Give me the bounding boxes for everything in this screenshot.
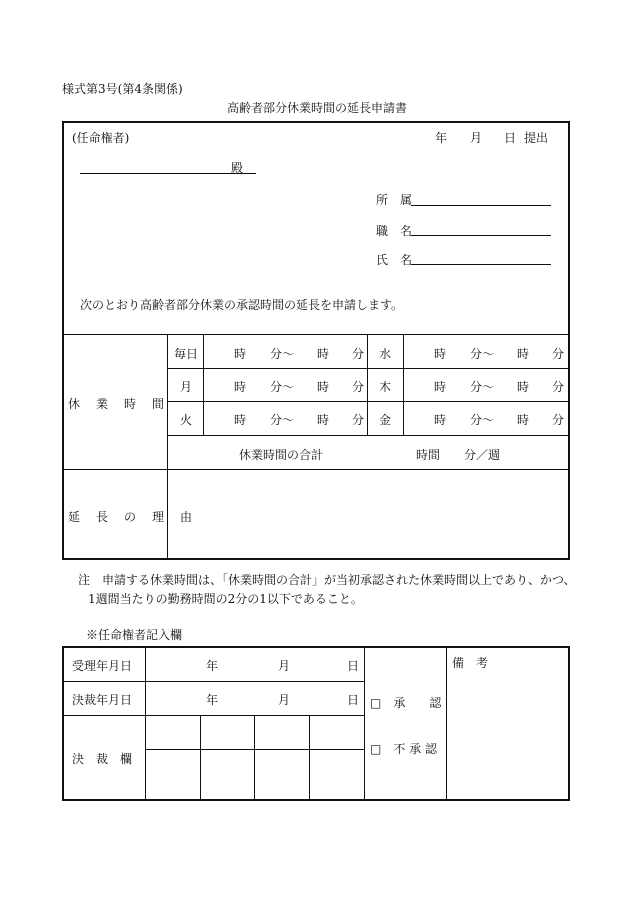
date-month: 月 bbox=[470, 131, 483, 145]
time-hour[interactable]: 時 bbox=[317, 380, 330, 394]
decision-month[interactable]: 月 bbox=[278, 693, 291, 707]
time-min-from[interactable]: 分〜 bbox=[270, 380, 295, 394]
total-per-week[interactable]: 分／週 bbox=[464, 448, 501, 462]
addressee-field[interactable] bbox=[80, 173, 256, 174]
approval-label: 決 裁 欄 bbox=[72, 752, 133, 766]
time-hour[interactable]: 時 bbox=[317, 347, 330, 361]
divider bbox=[167, 334, 168, 559]
position-field[interactable] bbox=[411, 235, 551, 236]
date-year: 年 bbox=[435, 131, 448, 145]
time-hour[interactable]: 時 bbox=[517, 380, 530, 394]
time-min[interactable]: 分 bbox=[352, 347, 365, 361]
time-min-from[interactable]: 分〜 bbox=[270, 413, 295, 427]
form-title: 高齢者部分休業時間の延長申請書 bbox=[227, 101, 408, 115]
time-hour[interactable]: 時 bbox=[517, 413, 530, 427]
appointer-label: (任命権者) bbox=[72, 131, 130, 145]
total-label: 休業時間の合計 bbox=[239, 448, 324, 462]
receipt-date-label: 受理年月日 bbox=[72, 659, 133, 673]
time-min[interactable]: 分 bbox=[352, 413, 365, 427]
time-hour[interactable]: 時 bbox=[434, 380, 447, 394]
time-min[interactable]: 分 bbox=[552, 347, 565, 361]
statement: 次のとおり高齢者部分休業の承認時間の延長を申請します。 bbox=[80, 298, 404, 312]
total-hours[interactable]: 時間 bbox=[416, 448, 441, 462]
appointer-table bbox=[62, 646, 570, 801]
time-hour[interactable]: 時 bbox=[517, 347, 530, 361]
time-min-from[interactable]: 分〜 bbox=[270, 347, 295, 361]
divider bbox=[63, 334, 569, 335]
receipt-month[interactable]: 月 bbox=[278, 659, 291, 673]
day-thu: 木 bbox=[379, 380, 392, 394]
divider bbox=[167, 368, 569, 369]
time-hour[interactable]: 時 bbox=[234, 380, 247, 394]
time-min-from[interactable]: 分〜 bbox=[470, 413, 495, 427]
divider bbox=[167, 401, 569, 402]
remarks-label: 備 考 bbox=[452, 656, 489, 670]
receipt-day[interactable]: 日 bbox=[347, 659, 360, 673]
time-hour[interactable]: 時 bbox=[434, 413, 447, 427]
time-hour[interactable]: 時 bbox=[234, 413, 247, 427]
date-submit: 提出 bbox=[524, 131, 549, 145]
day-mon: 月 bbox=[180, 380, 193, 394]
divider bbox=[446, 647, 447, 800]
time-min[interactable]: 分 bbox=[552, 380, 565, 394]
time-hour[interactable]: 時 bbox=[317, 413, 330, 427]
decision-day[interactable]: 日 bbox=[347, 693, 360, 707]
name-field[interactable] bbox=[411, 264, 551, 265]
divider bbox=[200, 715, 201, 800]
decision-year[interactable]: 年 bbox=[206, 693, 219, 707]
appointer-section-heading: ※任命権者記入欄 bbox=[86, 628, 183, 642]
divider bbox=[309, 715, 310, 800]
date-day: 日 bbox=[504, 131, 517, 145]
reason-label: 延 長 の 理 由 bbox=[68, 510, 195, 524]
day-tue: 火 bbox=[180, 413, 193, 427]
day-everyday: 毎日 bbox=[174, 347, 199, 361]
divider bbox=[167, 435, 569, 436]
disapprove-checkbox[interactable]: □ 不 承 認 bbox=[370, 742, 437, 756]
time-min[interactable]: 分 bbox=[352, 380, 365, 394]
note-line-2: 1週間当たりの勤務時間の2分の1以下であること。 bbox=[88, 592, 363, 606]
reason-field[interactable] bbox=[170, 472, 566, 557]
divider bbox=[367, 334, 368, 435]
day-fri: 金 bbox=[379, 413, 392, 427]
affiliation-field[interactable] bbox=[411, 205, 551, 206]
time-min-from[interactable]: 分〜 bbox=[470, 347, 495, 361]
time-hour[interactable]: 時 bbox=[434, 347, 447, 361]
addressee-suffix: 殿 bbox=[231, 161, 244, 175]
receipt-year[interactable]: 年 bbox=[206, 659, 219, 673]
affiliation-label: 所 属 bbox=[376, 193, 413, 207]
day-wed: 水 bbox=[379, 347, 392, 361]
decision-date-label: 決裁年月日 bbox=[72, 693, 133, 707]
divider bbox=[63, 469, 569, 470]
divider bbox=[63, 681, 364, 682]
divider bbox=[364, 647, 365, 800]
divider bbox=[63, 715, 364, 716]
name-label: 氏 名 bbox=[376, 253, 413, 267]
divider bbox=[145, 647, 146, 800]
note-line-1: 注 申請する休業時間は、「休業時間の合計」が当初承認された休業時間以上であり、かつ、 bbox=[78, 573, 576, 587]
time-min-from[interactable]: 分〜 bbox=[470, 380, 495, 394]
time-min[interactable]: 分 bbox=[552, 413, 565, 427]
divider bbox=[203, 334, 204, 435]
divider bbox=[403, 334, 404, 435]
time-hour[interactable]: 時 bbox=[234, 347, 247, 361]
schedule-label: 休 業 時 間 bbox=[68, 397, 167, 411]
position-label: 職 名 bbox=[376, 224, 413, 238]
approve-checkbox[interactable]: □ 承 認 bbox=[370, 696, 442, 710]
divider bbox=[254, 715, 255, 800]
form-number: 様式第3号(第4条関係) bbox=[62, 82, 183, 96]
